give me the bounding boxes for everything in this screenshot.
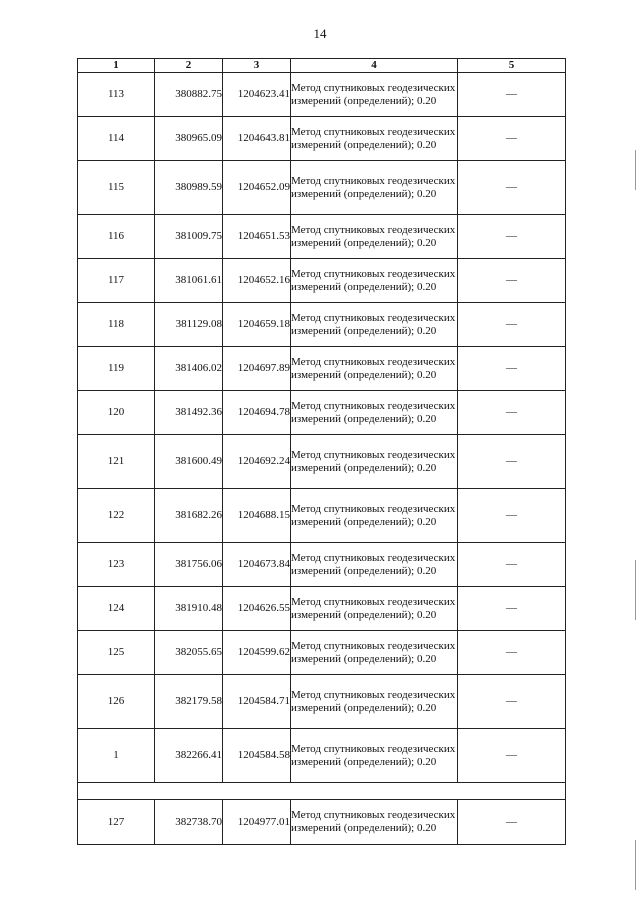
y-coordinate-cell: 1204652.09 (223, 161, 291, 215)
x-coordinate-cell: 380965.09 (155, 117, 223, 161)
point-number-cell: 124 (78, 587, 155, 631)
column-header: 5 (458, 59, 566, 73)
note-cell: — (458, 435, 566, 489)
coordinates-table (77, 58, 566, 845)
method-cell: Метод спутниковых геодезических измерений (определений); 0.20 (291, 215, 458, 259)
table-row (78, 391, 566, 435)
point-number-cell: 120 (78, 391, 155, 435)
note-cell: — (458, 215, 566, 259)
x-coordinate-cell: 381682.26 (155, 489, 223, 543)
note-cell: — (458, 259, 566, 303)
note-cell: — (458, 303, 566, 347)
method-cell: Метод спутниковых геодезических измерений (определений); 0.20 (291, 259, 458, 303)
table-header-row (78, 59, 566, 73)
x-coordinate-cell: 381600.49 (155, 435, 223, 489)
table-row (78, 800, 566, 845)
y-coordinate-cell: 1204692.24 (223, 435, 291, 489)
note-cell: — (458, 161, 566, 215)
method-cell: Метод спутниковых геодезических измерений (определений); 0.20 (291, 489, 458, 543)
table-body-group-2 (78, 800, 566, 845)
table-row (78, 117, 566, 161)
table-row (78, 259, 566, 303)
x-coordinate-cell: 382179.58 (155, 675, 223, 729)
table-row (78, 543, 566, 587)
y-coordinate-cell: 1204673.84 (223, 543, 291, 587)
note-cell: — (458, 587, 566, 631)
y-coordinate-cell: 1204651.53 (223, 215, 291, 259)
y-coordinate-cell: 1204599.62 (223, 631, 291, 675)
y-coordinate-cell: 1204977.01 (223, 800, 291, 845)
table-row (78, 587, 566, 631)
x-coordinate-cell: 380882.75 (155, 73, 223, 117)
y-coordinate-cell: 1204697.89 (223, 347, 291, 391)
table-row (78, 631, 566, 675)
point-number-cell: 119 (78, 347, 155, 391)
separator-row (78, 783, 566, 800)
method-cell: Метод спутниковых геодезических измерений (определений); 0.20 (291, 117, 458, 161)
y-coordinate-cell: 1204688.15 (223, 489, 291, 543)
point-number-cell: 123 (78, 543, 155, 587)
y-coordinate-cell: 1204623.41 (223, 73, 291, 117)
method-cell: Метод спутниковых геодезических измерений (определений); 0.20 (291, 631, 458, 675)
column-header: 1 (78, 59, 155, 73)
table-row (78, 347, 566, 391)
table-row (78, 215, 566, 259)
x-coordinate-cell: 381406.02 (155, 347, 223, 391)
y-coordinate-cell: 1204584.58 (223, 729, 291, 783)
point-number-cell: 125 (78, 631, 155, 675)
method-cell: Метод спутниковых геодезических измерений (определений); 0.20 (291, 435, 458, 489)
note-cell: — (458, 631, 566, 675)
note-cell: — (458, 347, 566, 391)
y-coordinate-cell: 1204694.78 (223, 391, 291, 435)
method-cell: Метод спутниковых геодезических измерений (определений); 0.20 (291, 73, 458, 117)
x-coordinate-cell: 382055.65 (155, 631, 223, 675)
column-header: 3 (223, 59, 291, 73)
x-coordinate-cell: 381756.06 (155, 543, 223, 587)
scan-artifact (635, 150, 636, 190)
point-number-cell: 115 (78, 161, 155, 215)
method-cell: Метод спутниковых геодезических измерений (определений); 0.20 (291, 729, 458, 783)
x-coordinate-cell: 382266.41 (155, 729, 223, 783)
method-cell: Метод спутниковых геодезических измерений (определений); 0.20 (291, 391, 458, 435)
table-row (78, 675, 566, 729)
method-cell: Метод спутниковых геодезических измерений (определений); 0.20 (291, 800, 458, 845)
method-cell: Метод спутниковых геодезических измерений (определений); 0.20 (291, 303, 458, 347)
x-coordinate-cell: 381129.08 (155, 303, 223, 347)
y-coordinate-cell: 1204659.18 (223, 303, 291, 347)
note-cell: — (458, 489, 566, 543)
point-number-cell: 126 (78, 675, 155, 729)
table-separator (78, 783, 566, 800)
y-coordinate-cell: 1204643.81 (223, 117, 291, 161)
point-number-cell: 127 (78, 800, 155, 845)
note-cell: — (458, 391, 566, 435)
y-coordinate-cell: 1204584.71 (223, 675, 291, 729)
note-cell: — (458, 800, 566, 845)
note-cell: — (458, 675, 566, 729)
point-number-cell: 114 (78, 117, 155, 161)
separator-cell (78, 783, 566, 800)
table-row (78, 489, 566, 543)
table-row (78, 73, 566, 117)
point-number-cell: 116 (78, 215, 155, 259)
x-coordinate-cell: 381910.48 (155, 587, 223, 631)
x-coordinate-cell: 380989.59 (155, 161, 223, 215)
y-coordinate-cell: 1204626.55 (223, 587, 291, 631)
note-cell: — (458, 117, 566, 161)
method-cell: Метод спутниковых геодезических измерений (определений); 0.20 (291, 161, 458, 215)
table-body-group-1 (78, 73, 566, 783)
y-coordinate-cell: 1204652.16 (223, 259, 291, 303)
method-cell: Метод спутниковых геодезических измерений (определений); 0.20 (291, 543, 458, 587)
method-cell: Метод спутниковых геодезических измерений (определений); 0.20 (291, 587, 458, 631)
note-cell: — (458, 73, 566, 117)
point-number-cell: 113 (78, 73, 155, 117)
method-cell: Метод спутниковых геодезических измерений (определений); 0.20 (291, 675, 458, 729)
table-row (78, 729, 566, 783)
note-cell: — (458, 729, 566, 783)
point-number-cell: 117 (78, 259, 155, 303)
page-number: 14 (313, 26, 327, 41)
x-coordinate-cell: 382738.70 (155, 800, 223, 845)
table-row (78, 303, 566, 347)
table-row (78, 161, 566, 215)
point-number-cell: 122 (78, 489, 155, 543)
method-cell: Метод спутниковых геодезических измерений (определений); 0.20 (291, 347, 458, 391)
scan-artifact (635, 560, 636, 620)
point-number-cell: 121 (78, 435, 155, 489)
x-coordinate-cell: 381492.36 (155, 391, 223, 435)
column-header: 2 (155, 59, 223, 73)
x-coordinate-cell: 381061.61 (155, 259, 223, 303)
x-coordinate-cell: 381009.75 (155, 215, 223, 259)
table-row (78, 435, 566, 489)
point-number-cell: 118 (78, 303, 155, 347)
point-number-cell: 1 (78, 729, 155, 783)
scan-artifact (635, 840, 636, 890)
column-header: 4 (291, 59, 458, 73)
note-cell: — (458, 543, 566, 587)
